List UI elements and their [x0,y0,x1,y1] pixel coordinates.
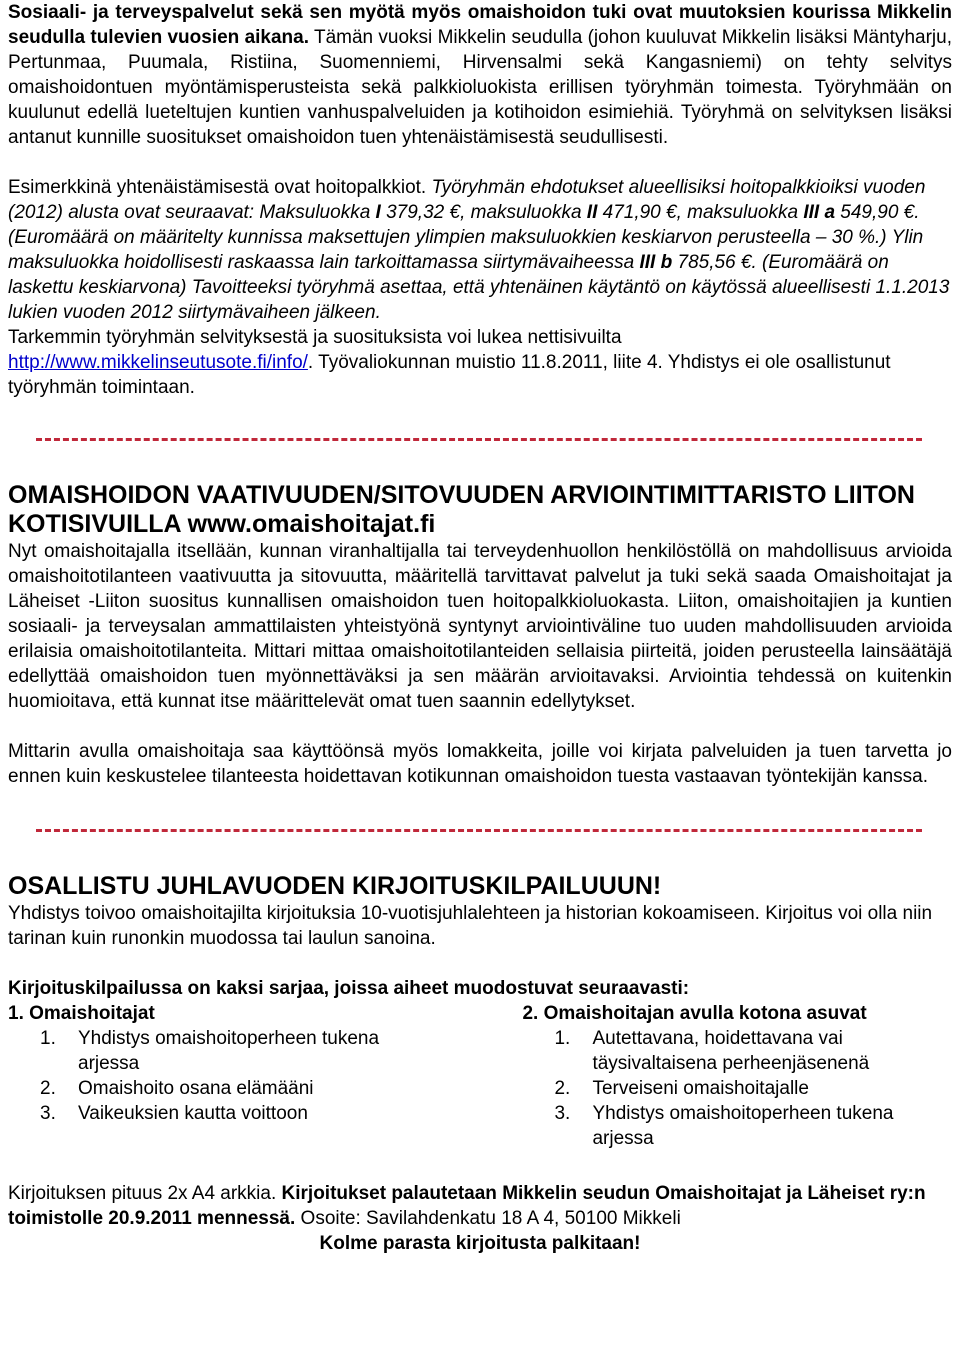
list-text: Terveiseni omaishoitajalle [592,1078,809,1099]
series-columns [8,1001,952,1151]
series-1-list [8,1026,522,1126]
list-text: Yhdistys omaishoitoperheen tukena arjessa [592,1103,894,1149]
series-2-title: 2. Omaishoitajan avulla kotona asuvat [522,1003,867,1024]
more-info [8,325,952,400]
example-text: Esimerkkinä yhtenäistämisestä ovat hoitopalkkiot. [8,177,432,198]
document-page [8,0,952,1256]
list-item [522,1076,952,1101]
list-item [522,1101,952,1151]
fee-label-5: 785,56 €. (Euromäärä on laskettu keskiarvona) Tavoitteeksi työryhmä asettaa, että yhtenäinen käytäntö on käytössä alueellisesti 1.1.2013 lukien vuoden 2012 siirtymävaiheen jälkeen. [8,252,950,323]
series-2-list [522,1026,952,1151]
length-text: Kirjoituksen pituus 2x A4 arkkia. [8,1183,282,1204]
section2-paragraph-2: Mittarin avulla omaishoitaja saa käyttöönsä myös lomakkeita, joille voi kirjata palveluiden ja tuen tarvetta jo ennen kuin keskustelee tilanteesta hoidettavan kotikunnan omaishoidon tuesta vastaavan työntekijän kanssa. [8,741,952,787]
section3-intro: Yhdistys toivoo omaishoitajilta kirjoituksia 10-vuotisjuhlalehteen ja historian kokoamiseen. Kirjoitus voi olla niin tarinan kuin runonkin muodossa tai laulun sanoina. [8,903,933,949]
prize-text: Kolme parasta kirjoitusta palkitaan! [319,1233,641,1254]
submission-info [8,1181,952,1231]
series-2 [522,1001,952,1151]
section2-paragraph-1: Nyt omaishoitajalla itsellään, kunnan viranhaltijalla tai terveydenhuollon henkilöstöllä on mahdollisuus arvioida omaishoitotilanteen vaativuutta ja sitovuutta, määritellä tarvittavat palvelut ja tuki sekä saada Omaishoitajat ja Läheiset -Liiton suositus kunnallisen omaishoidon tuen hoitopalkkioluokasta. Liiton, omaishoitajien ja kuntien sosiaali- ja terveysalan ammattilaisten yhteistyönä syntynyt arviointiväline tuo uuden mahdollisuuden arvioida erilaisia omaishoitotilanteita. Mittari mittaa omaishoitotilanteiden sellaisia piirteitä, joiden perusteella lainsäätäjä edellyttää omaishoidon tuen myönnettäväksi ja sen määrän arvioitavaksi. Arviointia tehdessä on kuitenkin huomioitava, että kunnat itse määrittelevät omat tuen saannin edellytykset. [8,541,952,712]
fee-label-2: 379,32 €, maksuluokka [380,202,587,223]
info-link[interactable]: http://www.mikkelinseutusote.fi/info/ [8,352,308,373]
list-number: 3. [554,1103,571,1124]
intro-text: Tämän vuoksi Mikkelin seudulla (johon kuuluvat Mikkelin lisäksi Mäntyharju, Pertunmaa, Puumala, Ristiina, Suomenniemi, Hirvensalmi sekä Kangasniemi) on tehty selvitys omaishoidontuen myöntämisperusteista sekä palkkioluokista erillisen työryhmän toimesta. Työryhmään on kuulunut edellä lueteltujen kuntien vanhuspalveluiden ja kotihoidon esimiehiä. Työryhmä on selvityksen lisäksi antanut kunnille suositukset omaishoidon tuen yhtenäistämisestä seudullisesti. [8,27,952,148]
list-number: 2. [554,1078,571,1099]
section1-intro [8,0,952,150]
series-1 [8,1001,522,1151]
fee-label-1: Maksuluokka [259,202,376,223]
more-info-text: Tarkemmin työryhmän selvityksestä ja suosituksista voi lukea nettisivuilta [8,327,622,348]
proposal-text: Työryhmän ehdotukset alueellisiksi hoitopalkkioiksi vuoden (2012) alusta ovat seuraavat: [8,177,926,223]
list-item [8,1076,522,1101]
list-item [522,1026,952,1076]
list-item [8,1101,522,1126]
list-item [8,1026,522,1076]
intro-bold-text: Sosiaali- ja terveyspalvelut sekä sen myötä myös omaishoidon tuki ovat muutoksien kourissa Mikkelin seudulla tulevien vuosien aikana. [8,2,952,48]
section2-heading: OMAISHOIDON VAATIVUUDEN/SITOVUUDEN ARVIOINTIMITTARISTO LIITON KOTISIVUILLA www.omaishoitajat.fi [8,481,915,538]
address-text: Osoite: Savilahdenkatu 18 A 4, 50100 Mikkeli [295,1208,681,1229]
list-number: 2. [40,1078,56,1099]
list-text: Yhdistys omaishoitoperheen tukena arjessa [78,1028,380,1074]
fee-label-3: 471,90 €, maksuluokka [597,202,804,223]
list-number: 3. [40,1103,56,1124]
list-text: Omaishoito osana elämääni [78,1078,314,1099]
deadline-text: Kirjoitukset palautetaan Mikkelin seudun Omaishoitajat ja Läheiset ry:n toimistolle 20.9.2011 mennessä. [8,1183,926,1229]
list-text: Vaikeuksien kautta voittoon [78,1103,308,1124]
series-intro: Kirjoituskilpailussa on kaksi sarjaa, joissa aiheet muodostuvat seuraavasti: [8,978,690,999]
series-1-title: 1. Omaishoitajat [8,1003,155,1024]
list-text: Autettavana, hoidettavana vai täysivaltaisena perheenjäsenenä [592,1028,870,1074]
after-link-text: . Työvaliokunnan muistio 11.8.2011, liite 4. Yhdistys ei ole osallistunut työryhmän toimintaan. [8,352,891,398]
list-number: 1. [40,1028,56,1049]
fee-class-2: II [586,202,598,223]
fee-class-4: III b [639,252,673,273]
fee-class-1: I [375,202,381,223]
fee-paragraph [8,175,952,325]
fee-class-3: III a [803,202,836,223]
fee-label-4: 549,90 €. (Euromäärä on määritelty kunnissa maksettujen ylimpien maksuluokkien keskiarvon perusteella – 30 %.) Ylin maksuluokka hoidollisesti raskaassa lain tarkoittamassa siirtymävaiheessa [8,202,924,273]
list-number: 1. [554,1028,571,1049]
section3-heading: OSALLISTU JUHLAVUODEN KIRJOITUSKILPAILUUUN! [8,872,662,900]
